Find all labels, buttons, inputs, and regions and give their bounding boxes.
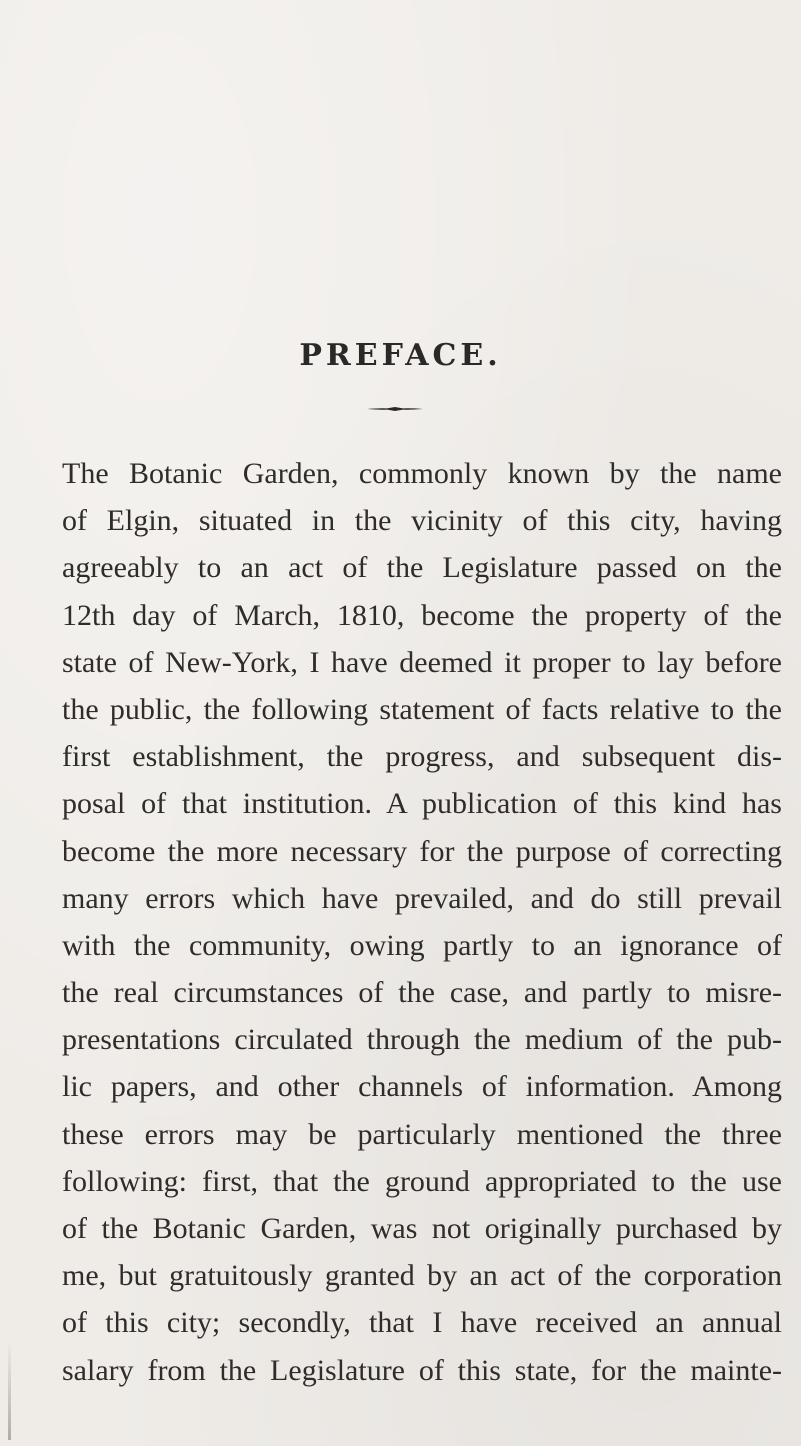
ornamental-rule-icon — [365, 405, 425, 413]
preface-body — [62, 450, 782, 1394]
body-line: become the more necessary for the purpose of correcting — [62, 834, 782, 868]
body-line: me, but gratuitously granted by an act of the corporation — [62, 1259, 782, 1293]
body-line: salary from the Legislature of this state, for the mainte- — [62, 1353, 782, 1387]
body-line: of the Botanic Garden, was not originally purchased by — [62, 1212, 782, 1245]
body-line: lic papers, and other channels of information. Among — [62, 1070, 782, 1104]
body-line: the public, the following statement of facts relative to the — [62, 692, 782, 726]
body-line: following: first, that the ground appropriated to the use — [62, 1164, 782, 1198]
body-line: the real circumstances of the case, and partly to misre- — [62, 976, 782, 1010]
body-line: state of New-York, I have deemed it proper to lay before — [62, 645, 782, 679]
body-line: with the community, owing partly to an ignorance of — [62, 928, 782, 962]
body-line: agreeably to an act of the Legislature passed on the — [62, 551, 782, 585]
body-line: presentations circulated through the medium of the pub- — [62, 1023, 782, 1057]
body-line: first establishment, the progress, and subsequent dis- — [62, 740, 782, 774]
body-line: of Elgin, situated in the vicinity of this city, having — [62, 504, 782, 538]
page-edge-shadow — [8, 1340, 11, 1440]
body-line: these errors may be particularly mentioned the three — [62, 1117, 782, 1151]
body-line: The Botanic Garden, commonly known by the name — [62, 457, 782, 490]
body-line: many errors which have prevailed, and do still prevail — [62, 881, 782, 915]
body-line: 12th day of March, 1810, become the property of the — [62, 598, 782, 632]
body-line: posal of that institution. A publication of this kind has — [62, 787, 782, 821]
body-line: of this city; secondly, that I have received an annual — [62, 1306, 782, 1340]
page-title: PREFACE. — [299, 338, 502, 373]
